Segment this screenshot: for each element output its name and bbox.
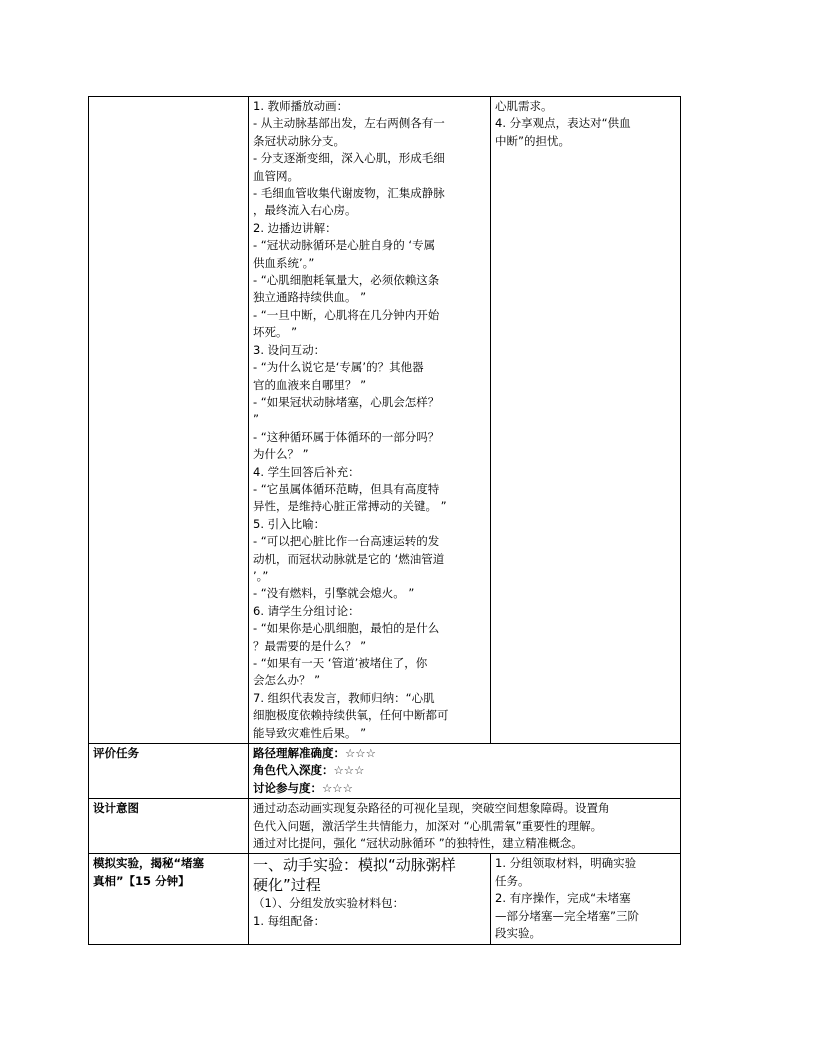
experiment-title-line: 硬化”过程 — [253, 876, 321, 895]
teacher-activity-line: - “它虽属体循环范畴，但具有高度特 — [253, 481, 440, 496]
evaluation-item — [253, 780, 676, 797]
teacher-activity-line: ，最终流入右心房。 — [253, 203, 357, 218]
teacher-activity-line: - “如果冠状动脉堵塞，心肌会怎样？ — [253, 394, 440, 409]
teacher-activity-line: 为什么？ ” — [253, 447, 309, 462]
teacher-activity-line: - “心肌细胞耗氧量大，必须依赖这条 — [253, 273, 440, 288]
lesson-plan-table — [88, 96, 681, 945]
table-row-activity — [89, 97, 681, 744]
student-activity-line: 4. 分享观点，表达对“供血 — [495, 116, 631, 131]
empty-label-cell — [89, 97, 249, 744]
teacher-activity-line: 4. 学生回答后补充： — [253, 464, 360, 479]
teacher-activity-line: 1. 教师播放动画： — [253, 99, 349, 113]
evaluation-criterion: 讨论参与度： — [253, 780, 322, 795]
teacher-activity-line: - 从主动脉基部出发，左右两侧各有一 — [253, 116, 445, 131]
teacher-activity-line: - “可以把心脏比作一台高速运转的发 — [253, 534, 440, 549]
teacher-activity-line: 细胞极度依赖持续供氧，任何中断都可 — [253, 708, 449, 723]
design-intent-cell — [249, 799, 681, 854]
teacher-activity-line: - “没有燃料，引擎就会熄火。 ” — [253, 586, 415, 601]
teacher-activity-line: 独立通路持续供血。 ” — [253, 290, 367, 305]
teacher-activity-line: 能导致灾难性后果。 ” — [253, 725, 367, 740]
teacher-activity-line: 5. 引入比喻： — [253, 516, 326, 531]
teacher-activity-cell — [249, 97, 491, 744]
evaluation-item — [253, 745, 676, 762]
experiment-student-line: —部分堵塞—完全堵塞”三阶 — [495, 908, 639, 923]
teacher-activity-line: - “如果你是心肌细胞，最怕的是什么 — [253, 621, 440, 636]
teacher-activity-line: 血管网。 — [253, 168, 299, 183]
table-row-experiment — [89, 854, 681, 944]
star-rating: ☆☆☆ — [333, 763, 365, 778]
teacher-activity-line: - “冠状动脉循环是心脏自身的 ‘专属 — [253, 238, 436, 253]
teacher-activity-line: - “一旦中断，心肌将在几分钟内开始 — [253, 307, 440, 322]
experiment-label-line: 真相”【15 分钟】 — [93, 873, 190, 888]
teacher-activity-line: - 分支逐渐变细，深入心肌，形成毛细 — [253, 151, 445, 166]
experiment-student-line: 2. 有序操作，完成“未堵塞 — [495, 891, 631, 906]
student-activity-line: 中断”的担忧。 — [495, 133, 570, 148]
evaluation-cell — [249, 744, 681, 799]
experiment-title-line: 一、动手实验：模拟“动脉粥样 — [253, 856, 456, 875]
teacher-activity-line: 异性，是维持心脏正常搏动的关键。 ” — [253, 499, 447, 514]
table-row-design — [89, 799, 681, 854]
teacher-activity-line: 3. 设问互动： — [253, 342, 326, 357]
experiment-content-cell — [249, 854, 491, 944]
evaluation-label: 评价任务 — [89, 744, 249, 799]
student-activity-cell — [491, 97, 681, 744]
experiment-detail-line: 1. 每组配备： — [253, 913, 326, 928]
star-rating: ☆☆☆ — [322, 780, 353, 795]
teacher-activity-line: 官的血液来自哪里？ ” — [253, 377, 367, 392]
experiment-label-line: 模拟实验，揭秘“堵塞 — [93, 856, 205, 871]
design-intent-line: 通过对比提问，强化 “冠状动脉循环 ”的独特性，建立精准概念。 — [253, 836, 583, 851]
design-intent-label: 设计意图 — [89, 799, 249, 854]
design-intent-line: 色代入问题，激活学生共情能力，加深对 “心肌需氧”重要性的理解。 — [253, 818, 603, 833]
experiment-student-cell — [491, 854, 681, 944]
experiment-detail-line: （1）、分组发放实验材料包： — [253, 896, 405, 911]
evaluation-criterion: 路径理解准确度： — [253, 746, 345, 761]
student-activity-line: 心肌需求。 — [495, 99, 553, 113]
teacher-activity-line: 动机，而冠状动脉就是它的 ‘燃油管道 — [253, 551, 445, 566]
teacher-activity-line: 会怎么办？ ” — [253, 673, 321, 688]
teacher-activity-line: 7. 组织代表发言，教师归纳：“心肌 — [253, 690, 435, 705]
teacher-activity-line: ？最需要的是什么？ ” — [253, 638, 367, 653]
teacher-activity-line: 坏死。 ” — [253, 325, 298, 340]
experiment-label — [89, 854, 249, 944]
evaluation-item — [253, 762, 676, 779]
star-rating: ☆☆☆ — [345, 746, 376, 761]
evaluation-criterion: 角色代入深度： — [253, 763, 334, 778]
teacher-activity-line: 供血系统’。” — [253, 255, 315, 270]
teacher-activity-line: ” — [253, 412, 259, 427]
teacher-activity-line: - “为什么说它是‘专属’的？其他器 — [253, 360, 424, 375]
teacher-activity-line: 6. 请学生分组讨论： — [253, 603, 360, 618]
teacher-activity-line: 条冠状动脉分支。 — [253, 133, 345, 148]
design-intent-line: 通过动态动画实现复杂路径的可视化呈现，突破空间想象障碍。设置角 — [253, 801, 610, 816]
experiment-student-line: 任务。 — [495, 873, 530, 888]
experiment-student-line: 1. 分组领取材料，明确实验 — [495, 856, 637, 871]
experiment-student-line: 段实验。 — [495, 926, 541, 941]
teacher-activity-line: ’。” — [253, 568, 269, 583]
table-row-evaluation — [89, 744, 681, 799]
teacher-activity-line: 2. 边播边讲解： — [253, 220, 337, 235]
teacher-activity-line: - “这种循环属于体循环的一部分吗？ — [253, 429, 440, 444]
teacher-activity-line: - “如果有一天 ‘管道’被堵住了，你 — [253, 656, 428, 670]
teacher-activity-line: - 毛细血管收集代谢废物，汇集成静脉 — [253, 186, 445, 201]
